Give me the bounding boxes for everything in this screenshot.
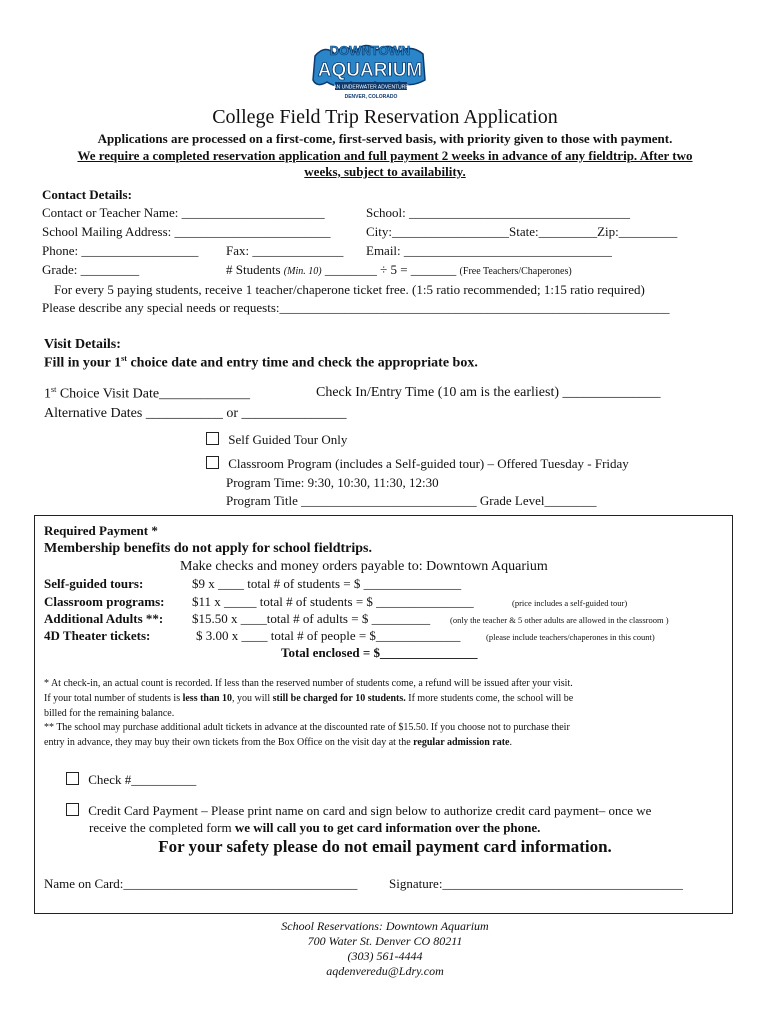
payment-row-calc[interactable]: $15.50 x ____total # of adults = $ _________ — [192, 611, 431, 626]
payment-row-calc[interactable]: $11 x _____ total # of students = $ _______________ — [192, 594, 474, 609]
visit-instr-a: Fill in your 1 — [44, 355, 122, 371]
choice-sup: st — [51, 385, 57, 394]
students-field[interactable] — [226, 262, 572, 278]
self-guided-checkbox[interactable] — [206, 432, 219, 445]
logo-city: DENVER, COLORADO — [344, 94, 398, 100]
visit-instr-b: choice date and entry time and check the appropriate box. — [126, 355, 478, 371]
fax-field[interactable]: Fax: ______________ — [226, 243, 344, 258]
payment-row-note: (please include teachers/chaperones in this count) — [486, 632, 655, 642]
school-field[interactable]: School: __________________________________ — [366, 205, 630, 220]
cc-b-bold: we will call you to get card information over the phone. — [234, 820, 541, 835]
footer-phone: (303) 561-4444 — [347, 949, 423, 963]
header-note-2a: We require a completed reservation application and full payment 2 weeks in advance of any fieldtrip. After two — [77, 148, 693, 163]
program-title-field[interactable]: Program Title ___________________________ Grade Level________ — [226, 493, 597, 508]
fn1b-mid: , you will — [232, 693, 273, 704]
classroom-program-label: Classroom Program (includes a Self-guided tour) – Offered Tuesday - Friday — [228, 456, 629, 471]
fn2b-bold: regular admission rate — [413, 737, 510, 748]
visit-instructions — [44, 354, 478, 372]
check-checkbox[interactable] — [66, 772, 79, 785]
visit-heading: Visit Details: — [44, 337, 121, 352]
credit-card-label: Credit Card Payment – Please print name on card and sign below to authorize credit card payment– once we — [88, 803, 652, 818]
visit-instr-sup: st — [121, 354, 127, 363]
students-label: # Students — [226, 262, 281, 277]
payment-row-label: Additional Adults **: — [44, 611, 164, 626]
name-on-card-field[interactable]: Name on Card:____________________________________ — [44, 876, 358, 891]
signature-field[interactable]: Signature:_____________________________________ — [389, 876, 683, 891]
logo-line2: AQUARIUM — [317, 60, 423, 81]
logo-graphic — [305, 38, 435, 102]
phone-field[interactable]: Phone: __________________ — [42, 243, 199, 258]
check-number-field[interactable]: Check #__________ — [88, 772, 197, 787]
program-time: Program Time: 9:30, 10:30, 11:30, 12:30 — [226, 475, 439, 490]
payment-row-label: Classroom programs: — [44, 594, 165, 609]
students-free-note: (Free Teachers/Chaperones) — [459, 266, 572, 277]
footer-email[interactable]: aqdenveredu@Ldry.com — [326, 964, 444, 978]
checkin-time-field[interactable]: Check In/Entry Time (10 am is the earliest) ______________ — [316, 385, 661, 400]
footnote-2b — [44, 737, 512, 748]
mailing-address-field[interactable]: School Mailing Address: ________________________ — [42, 224, 331, 239]
payment-heading: Required Payment * — [44, 523, 158, 538]
fn2b-pre: entry in advance, they may buy their own tickets from the Box Office on the visit day at the — [44, 737, 414, 748]
students-min: (Min. 10) — [283, 266, 322, 277]
fn1b-bold2: still be charged for 10 students. — [272, 693, 406, 704]
payment-row-label: Self-guided tours: — [44, 576, 144, 591]
credit-card-option[interactable] — [66, 803, 651, 819]
alternative-dates-field[interactable]: Alternative Dates ___________ or _______________ — [44, 406, 347, 421]
self-guided-option[interactable] — [206, 432, 347, 448]
special-needs-field[interactable]: Please describe any special needs or requests:____________________________________________________________ — [42, 300, 670, 315]
membership-note: Membership benefits do not apply for school fieldtrips. — [44, 541, 372, 556]
footer-line-1: School Reservations: Downtown Aquarium — [281, 919, 489, 933]
choice-a: 1 — [44, 386, 51, 402]
payment-row-note: (only the teacher & 5 other adults are allowed in the classroom ) — [450, 615, 669, 625]
city-state-zip-field[interactable]: City:__________________State:_________Zip:_________ — [366, 224, 678, 239]
fn1b-post: If more students come, the school will be — [405, 693, 574, 704]
cc-b-pre: receive the completed form — [89, 820, 235, 835]
classroom-program-option[interactable] — [206, 456, 629, 472]
payment-row-calc[interactable]: $9 x ____ total # of students = $ _______________ — [192, 576, 462, 591]
footer-address: 700 Water St. Denver CO 80211 — [307, 934, 463, 948]
payable-note: Make checks and money orders payable to: Downtown Aquarium — [180, 559, 548, 574]
ratio-note: For every 5 paying students, receive 1 teacher/chaperone ticket free. (1:5 ratio recommended; 1:15 ratio required) — [54, 282, 645, 297]
classroom-program-checkbox[interactable] — [206, 456, 219, 469]
payment-row-note: (price includes a self-guided tour) — [512, 598, 628, 608]
logo-tagline: AN UNDERWATER ADVENTURE — [333, 84, 409, 91]
check-option[interactable] — [66, 772, 196, 788]
footnote-1b — [44, 693, 573, 704]
payment-row-calc[interactable]: $ 3.00 x ____ total # of people = $_____________ — [196, 628, 461, 643]
payment-row-label: 4D Theater tickets: — [44, 628, 151, 643]
aquarium-logo — [305, 38, 435, 102]
footnote-1c: billed for the remaining balance. — [44, 708, 175, 719]
header-note-1: Applications are processed on a first-come, first-served basis, with priority given to those with payment. — [97, 131, 673, 146]
self-guided-label: Self Guided Tour Only — [228, 432, 348, 447]
logo-line1: DOWNTOWN — [329, 43, 411, 58]
choice-b: Choice Visit Date_____________ — [56, 386, 251, 402]
header-note-2b: weeks, subject to availability. — [304, 164, 466, 179]
total-enclosed-field[interactable]: Total enclosed = $_______________ — [281, 645, 478, 660]
contact-name-field[interactable]: Contact or Teacher Name: ______________________ — [42, 205, 325, 220]
page-title: College Field Trip Reservation Application — [212, 106, 558, 128]
credit-card-checkbox[interactable] — [66, 803, 79, 816]
fn2b-post: . — [509, 737, 512, 748]
fn1b-pre: If your total number of students is — [44, 693, 183, 704]
footnote-1a: * At check-in, an actual count is recorded. If less than the reserved number of students come, a refund will be issued after your visit. — [44, 678, 573, 689]
fn1b-bold1: less than 10 — [182, 693, 233, 704]
footnote-2a: ** The school may purchase additional adult tickets in advance at the discounted rate of $15.50. If you choose not to purchase their — [44, 722, 570, 733]
safety-warning: For your safety please do not email payment card information. — [158, 837, 612, 856]
email-field[interactable]: Email: ________________________________ — [366, 243, 612, 258]
credit-card-line-2 — [89, 820, 540, 836]
students-calc: ________ ÷ 5 = _______ — [324, 262, 457, 277]
grade-field[interactable]: Grade: _________ — [42, 262, 140, 277]
first-choice-date-field[interactable] — [44, 385, 250, 403]
contact-heading: Contact Details: — [42, 187, 132, 202]
